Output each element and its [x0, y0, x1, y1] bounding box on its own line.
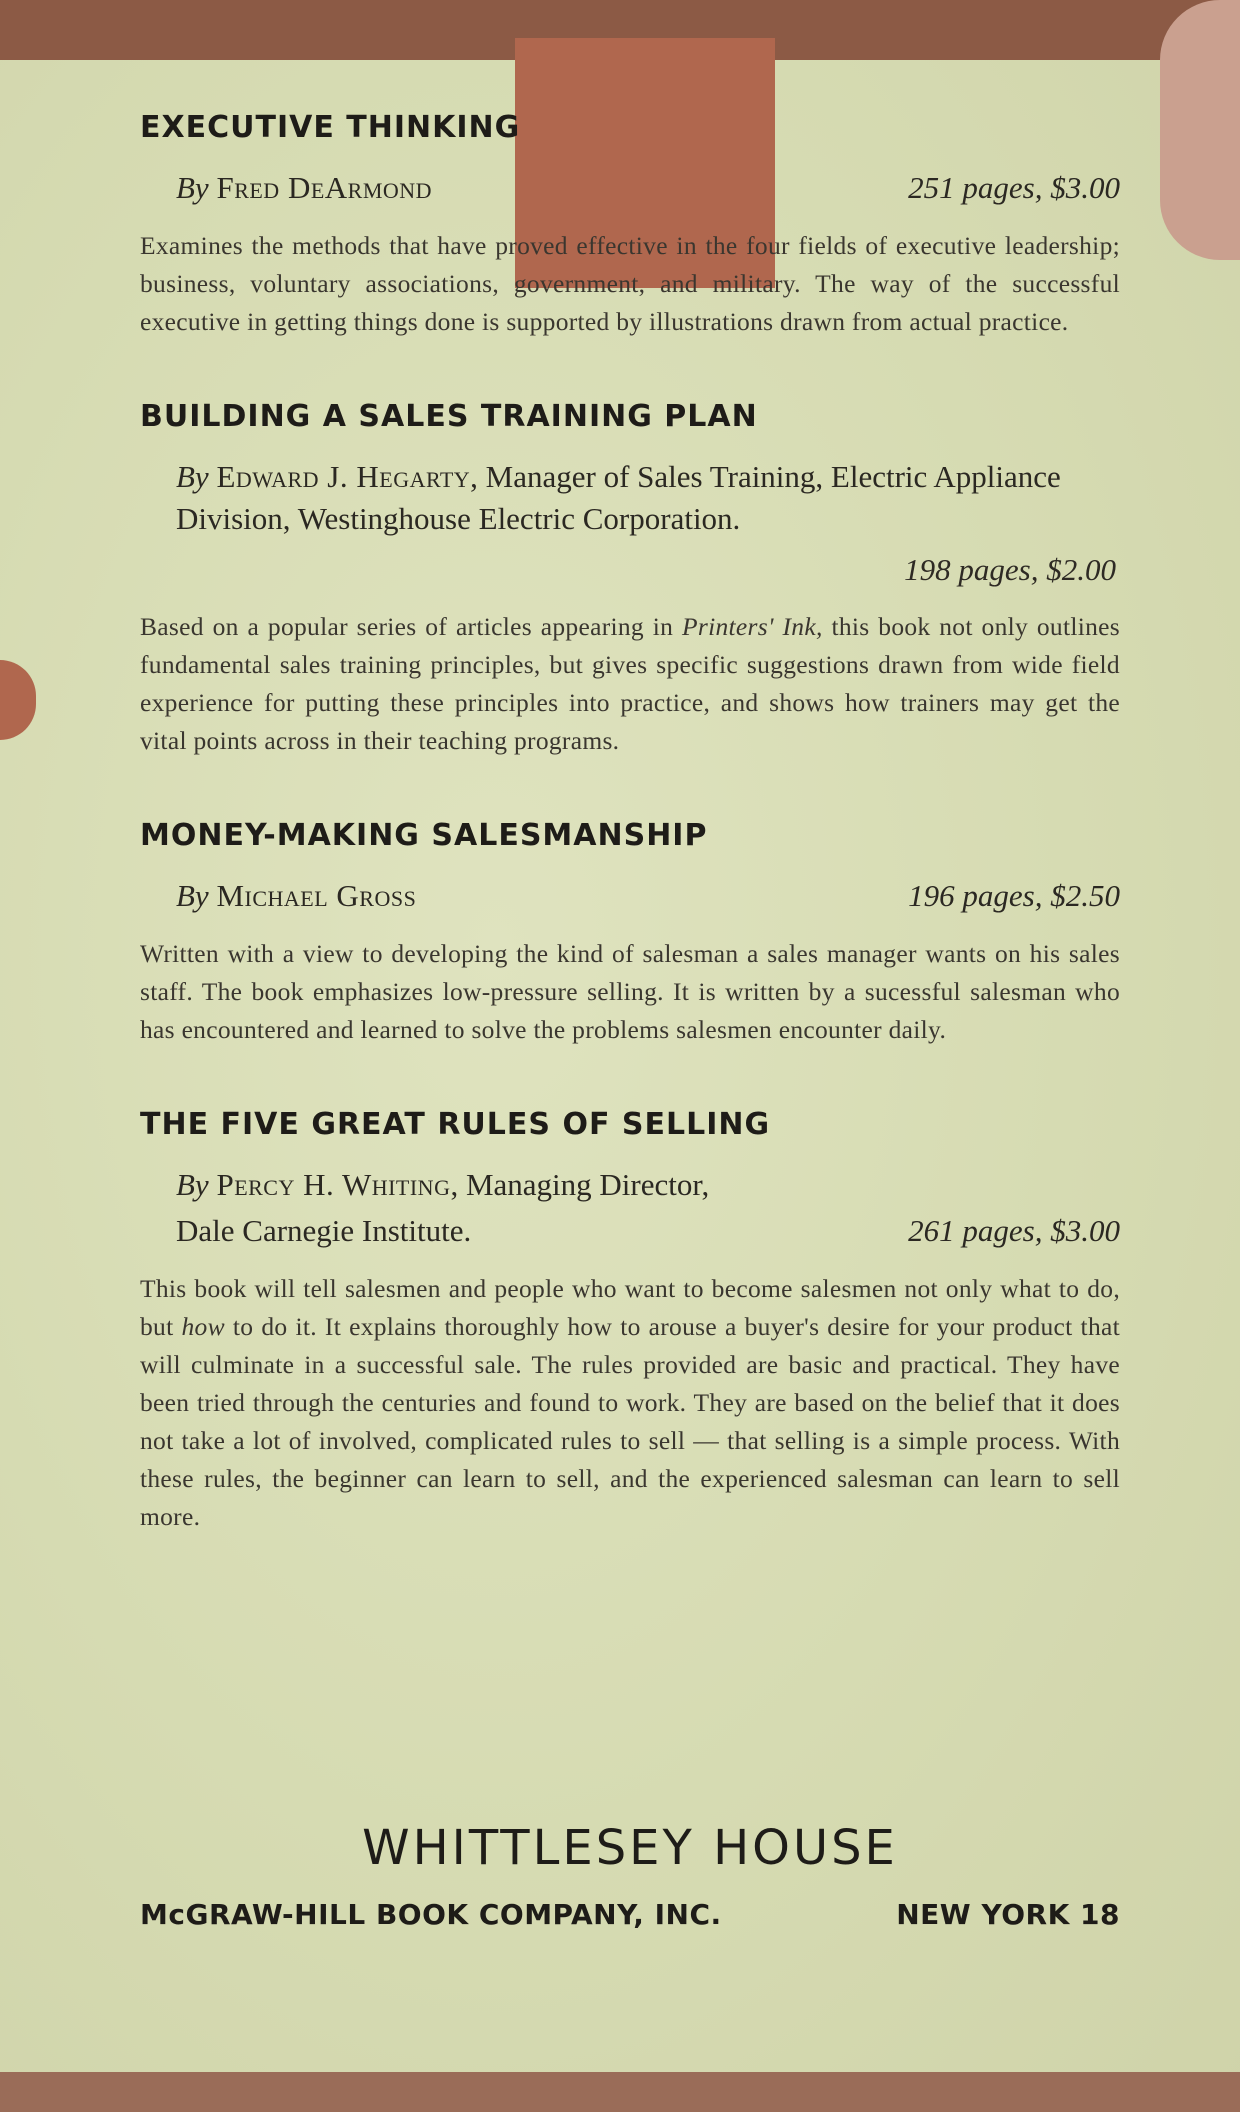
- description-text: this book not only outlines fundamental sales training principles, but gives specific suggestions drawn from wide field experience for putting these principles into practice, and shows how trainers may get the vital points across in their teaching programs.: [140, 612, 1120, 755]
- book-description: Written with a view to developing the kind of salesman a sales manager wants on his sales staff. The book emphasizes low-pressure selling. It is written by a sucessful salesman who has encountered and learned to solve the problems salesmen encounter daily.: [140, 939, 1120, 1044]
- by-label: By: [176, 878, 209, 913]
- book-entry: [140, 399, 1120, 760]
- publisher-row: [140, 1898, 1120, 1931]
- byline: [176, 167, 432, 209]
- book-title: BUILDING A SALES TRAINING PLAN: [140, 399, 758, 434]
- author-name: Edward J. Hegarty: [216, 459, 471, 494]
- book-list: [140, 110, 1120, 1594]
- by-label: By: [176, 170, 209, 205]
- byline-row: [140, 1210, 1120, 1252]
- book-entry: [140, 1107, 1120, 1536]
- description-text: to do it. It explains thoroughly how to arouse a buyer's desire for your product that will culminate in a successful sale. The rules provided are basic and practical. They have been tried through the centuries and found to work. They are based on the belief that it does not take a lot of involved, complicated rules to sell — that selling is a simple process. With these rules, the beginner can learn to sell, and the experienced salesman can learn to sell more.: [140, 1312, 1120, 1531]
- book-description: [140, 608, 1120, 760]
- author-name: Fred DeArmond: [216, 170, 433, 205]
- book-description: [140, 1270, 1120, 1536]
- byline: [176, 1164, 709, 1206]
- author-details: , Manager of Sales Training, Electric Appliance Division, Westinghouse Electric Corporation.: [176, 459, 1061, 536]
- pages-price: 261 pages, $3.00: [908, 1213, 1120, 1248]
- book-title: THE FIVE GREAT RULES OF SELLING: [140, 1107, 771, 1142]
- thumb: [1160, 0, 1240, 260]
- background-edge-bottom: [0, 2072, 1240, 2112]
- book-description: Examines the methods that have proved effective in the four fields of executive leadership; business, voluntary associations, government, and military. The way of the successful executive in getting things done is supported by illustrations drawn from actual practice.: [140, 231, 1120, 336]
- pages-price: 251 pages, $3.00: [908, 170, 1120, 205]
- pages-price: 198 pages, $2.00: [904, 552, 1116, 587]
- book-entry: [140, 110, 1120, 341]
- publisher-block: [140, 1820, 1120, 1931]
- by-label: By: [176, 1167, 209, 1202]
- byline-row: [140, 456, 1120, 540]
- byline: [176, 456, 1120, 540]
- author-details: , Managing Director,: [450, 1167, 710, 1202]
- publisher-city: NEW YORK 18: [896, 1898, 1120, 1931]
- book-title: MONEY-MAKING SALESMANSHIP: [140, 818, 708, 853]
- pages-price: 196 pages, $2.50: [908, 878, 1120, 913]
- byline-row: [140, 1164, 1120, 1206]
- publication-title: Printers' Ink,: [681, 612, 823, 641]
- by-label: By: [176, 459, 209, 494]
- book-title: EXECUTIVE THINKING: [140, 110, 521, 145]
- emphasis-text: how: [181, 1312, 225, 1341]
- byline-row: [140, 167, 1120, 209]
- byline-row: [140, 875, 1120, 917]
- description-text: This book will tell salesmen and people who want to become salesmen not only what to do, but: [140, 1274, 1120, 1341]
- book-entry: [140, 818, 1120, 1049]
- byline: [176, 875, 416, 917]
- description-text: Based on a popular series of articles appearing in: [140, 612, 682, 641]
- author-affiliation: Dale Carnegie Institute.: [176, 1213, 472, 1248]
- publisher-company: McGRAW-HILL BOOK COMPANY, INC.: [140, 1898, 722, 1931]
- publisher-name: WHITTLESEY HOUSE: [362, 1820, 898, 1876]
- author-name: Michael Gross: [216, 878, 417, 913]
- author-name: Percy H. Whiting: [216, 1167, 451, 1202]
